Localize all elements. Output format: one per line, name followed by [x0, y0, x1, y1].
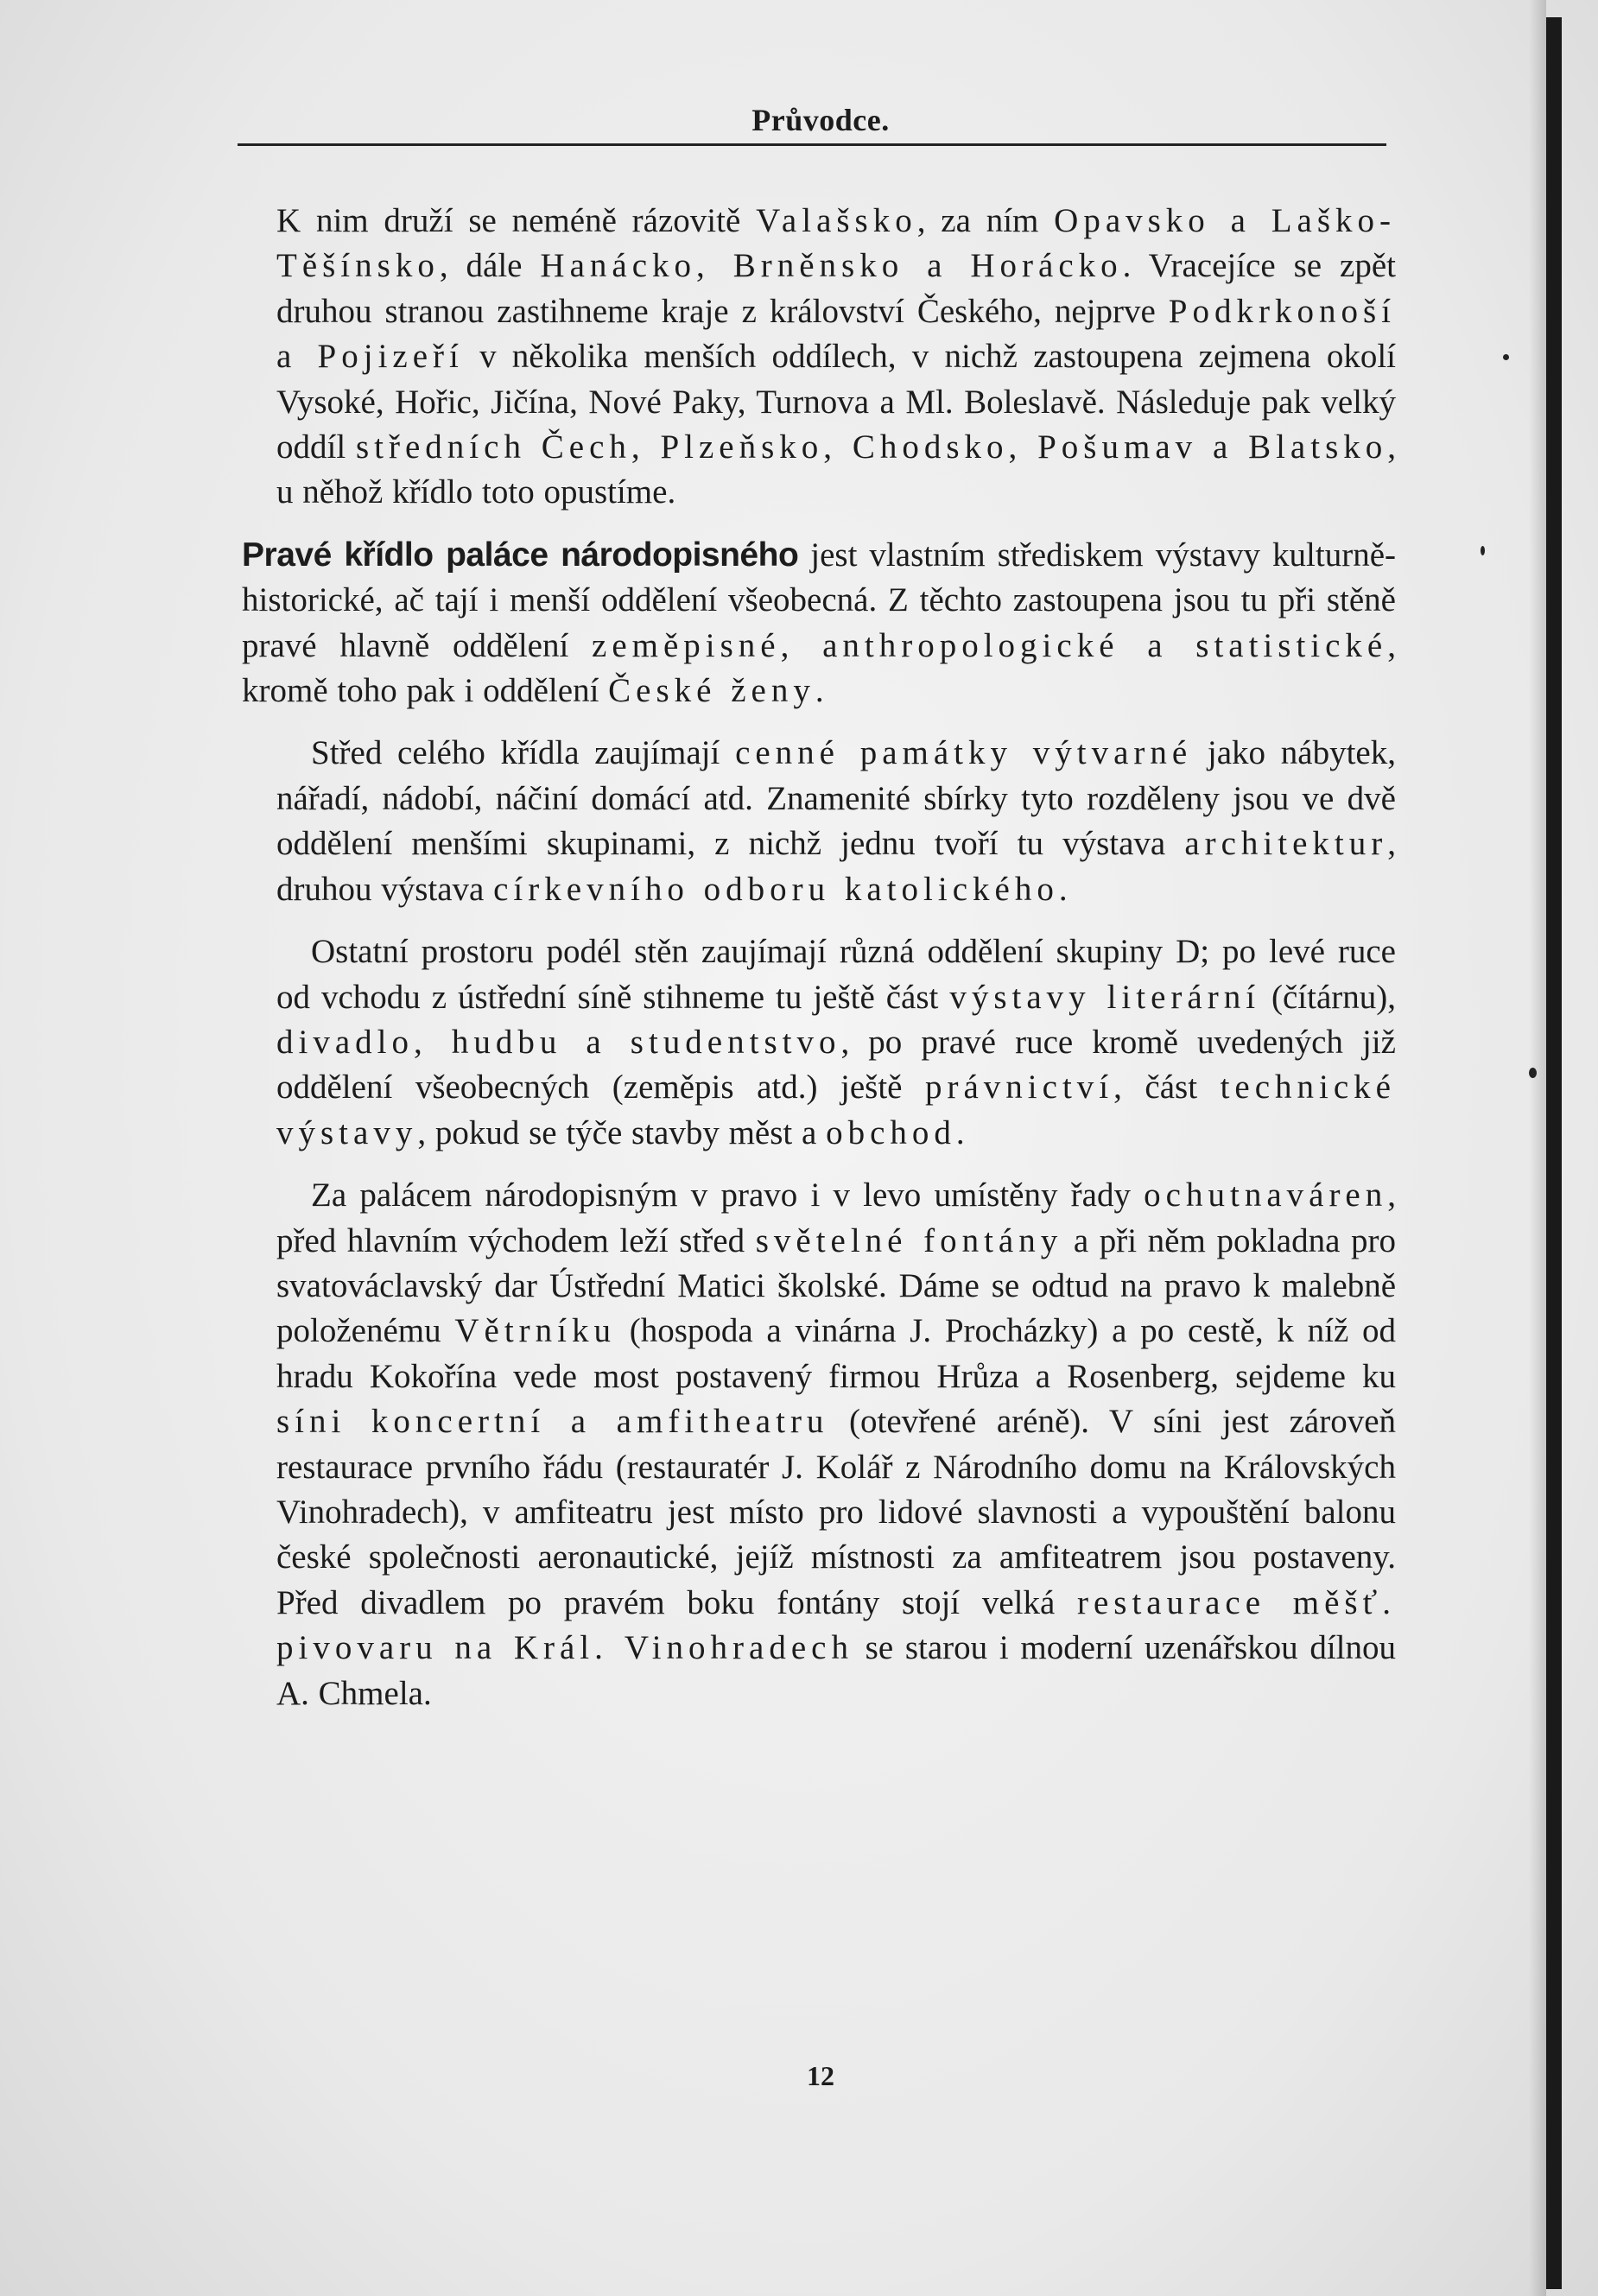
emphasis-run: Hanácko, Brněnsko a Horácko	[540, 247, 1123, 285]
emphasis-run: obchod	[826, 1113, 956, 1151]
text-run: , část	[1113, 1069, 1221, 1107]
text-run: .	[815, 672, 824, 710]
text-run: , kromě toho pak i oddělení	[242, 626, 1396, 710]
scan-speck	[1529, 1068, 1537, 1078]
text-run: Za palácem národopisným v pravo i v levo umístěny řady	[311, 1177, 1145, 1215]
text-run: jest vlastním střediskem výstavy kulturně-historické, ač tají i menší oddělení všeobecná. Z těchto zastoupena jsou tu při stěně pravé hlavně oddělení	[242, 536, 1396, 664]
text-run: , pokud se týče stavby měst a	[417, 1113, 827, 1151]
emphasis-run: středních Čech, Plzeňsko, Chodsko, Pošumav a Blatsko	[356, 428, 1388, 466]
text-run: Střed celého křídla zaujímají	[311, 734, 736, 772]
body-text	[242, 199, 1397, 1716]
text-run: jako nábytek, nářadí, nádobí, náčiní domácí atd. Znamenité sbírky tyto rozděleny jsou ve dvě oddělení menšími skupinami, z nichž jednu tvoří tu výstava	[276, 734, 1396, 863]
text-run: Ostatní prostoru podél stěn zaujímají různá oddělení skupiny D; po levé ruce od vchodu z ústřední síně stihneme tu ještě část	[276, 933, 1396, 1016]
emphasis-run: Valašsko	[756, 202, 917, 239]
emphasis-run: církevního odboru katolického	[493, 870, 1059, 908]
scan-speck	[1481, 546, 1485, 555]
text-run: .	[1058, 870, 1068, 908]
text-run: , za ním	[916, 202, 1055, 239]
emphasis-run: cenné památky výtvarné	[735, 734, 1193, 772]
emphasis-run: ochutnaváren	[1144, 1177, 1388, 1215]
text-run: , druhou výstava	[276, 825, 1396, 908]
emphasis-run: České ženy	[608, 672, 815, 710]
paragraph	[276, 929, 1396, 1156]
text-run: , před hlavním východem leží střed	[276, 1177, 1396, 1259]
emphasis-run: divadlo, hudbu a studentstvo	[276, 1023, 841, 1061]
emphasis-run: výstavy literární	[949, 978, 1261, 1016]
text-run: (čítárnu),	[1260, 978, 1396, 1016]
text-run: (otevřené aréně). V síni jest zároveň restaurace prvního řádu (restauratér J. Kolář z Národního domu na Královských Vinohradech), v amfiteatru jest místo pro lidové slavnosti a vypouštění balonu české společnosti aeronautické, jejíž místnosti za amfiteatrem jsou postaveny. Před divadlem po pravém boku fontány stojí velká	[276, 1403, 1397, 1621]
scan-speck	[1503, 354, 1509, 360]
text-run: se starou i moderní uzenářskou dílnou A. Chmela.	[276, 1629, 1396, 1712]
page-shadow	[1529, 0, 1546, 2296]
binding-edge	[1546, 17, 1562, 2289]
text-run: a při něm pokladna pro svatováclavský dar Ústřední Matici školské. Dáme se odtud na pravo k malebně položenému	[276, 1221, 1396, 1350]
section-heading-run: Pravé křídlo paláce národopisného	[242, 536, 799, 574]
text-run: (hospoda a vinárna J. Procházky) a po cestě, k níž od hradu Kokořína vede most postavený firmou Hrůza a Rosenberg, sejdeme ku	[276, 1312, 1396, 1395]
page-number: 12	[807, 2060, 834, 2091]
text-run: K nim druží se neméně rázovitě	[276, 202, 757, 239]
text-run: v několika menších oddílech, v nichž zastoupena zejmena okolí Vysoké, Hořic, Jičína, Nové Paky, Turnova a Ml. Boleslavě. Následuje pak velký oddíl	[276, 338, 1396, 466]
text-run: , dále	[439, 247, 541, 285]
emphasis-run: světelné fontány	[755, 1221, 1063, 1259]
emphasis-run: technické výstavy	[276, 1069, 1396, 1151]
paragraph	[276, 1173, 1396, 1716]
header-rule	[238, 143, 1386, 146]
paragraph	[276, 731, 1396, 912]
paragraph	[276, 199, 1396, 516]
paragraph	[242, 533, 1396, 714]
emphasis-run: zeměpisné, anthropologické a statistické	[592, 626, 1388, 664]
emphasis-run: Větrníku	[454, 1312, 616, 1350]
emphasis-run: Opavsko a Laško-Těšínsko	[276, 202, 1397, 285]
text-run: . Vracejíce se zpět druhou stranou zastihneme kraje z království Českého, nejprve	[276, 247, 1396, 330]
text-run: .	[955, 1113, 965, 1151]
emphasis-run: právnictví	[925, 1069, 1114, 1107]
emphasis-run: Podkrkonoší a Pojizeří	[276, 292, 1396, 376]
text-run: , po pravé ruce kromě uvedených již oddělení všeobecných (zeměpis atd.) ještě	[276, 1023, 1396, 1107]
emphasis-run: restaurace měšť. pivovaru na Král. Vinohradech	[276, 1583, 1396, 1667]
emphasis-run: síni koncertní a amfitheatru	[276, 1403, 829, 1441]
running-header: Průvodce.	[751, 103, 890, 137]
emphasis-run: architektur	[1184, 825, 1388, 863]
text-run: , u něhož křídlo toto opustíme.	[276, 428, 1396, 511]
